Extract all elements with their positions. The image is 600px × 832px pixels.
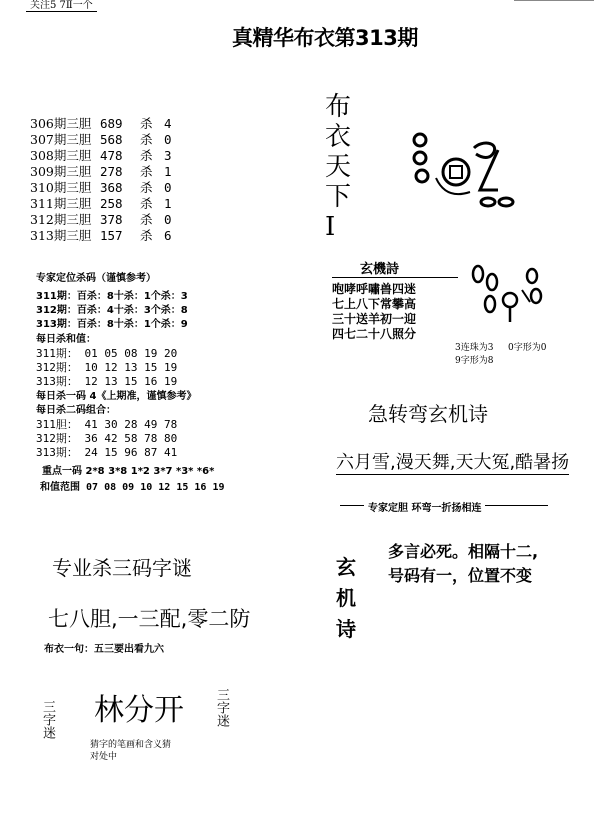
- history-kill-label: 杀: [140, 164, 153, 179]
- liuyue-line: 六月雪,漫天舞,天大冤,酷暑扬: [336, 448, 569, 475]
- expert-bar: 专家定胆 环弯一折扬相连: [364, 499, 485, 514]
- expert-section: [36, 272, 188, 332]
- daily-kill-sum-section: [36, 333, 177, 389]
- history-nums: 378: [100, 212, 123, 227]
- xuanji-note: 0字形为0: [508, 343, 547, 353]
- history-row: [30, 212, 172, 228]
- buyi-vertical-title: 布衣天下Ⅰ: [325, 92, 352, 242]
- history-row: [30, 228, 172, 244]
- history-kill-value: 1: [164, 164, 172, 179]
- word-riddle-main: 林分开: [94, 693, 184, 728]
- history-kill-label: 杀: [140, 148, 153, 163]
- jizhuan-title: 急转弯玄机诗: [368, 402, 488, 426]
- history-issue: 308期三胆: [30, 148, 92, 163]
- history-kill-value: 0: [164, 212, 172, 227]
- daily-two-heading: 每日杀二码组合：: [36, 405, 116, 416]
- history-row: [30, 164, 172, 180]
- daily-one-row: 313期： 24 15 96 87 41: [36, 446, 178, 459]
- history-nums: 157: [100, 228, 123, 243]
- history-row: [30, 180, 172, 196]
- history-kill-value: 3: [164, 148, 172, 163]
- history-nums: 368: [100, 180, 123, 195]
- expert-heading: 专家定位杀码（谨慎参考）: [36, 273, 156, 284]
- history-issue: 311期三胆: [30, 196, 92, 211]
- word-riddle-note: 对处中: [90, 752, 118, 762]
- xuanji-line: 三十送羊初一迎: [332, 312, 417, 326]
- history-row: [30, 196, 172, 212]
- history-nums: 568: [100, 132, 123, 147]
- xuanji-heading: 玄機詩: [332, 258, 458, 278]
- word-riddle-right: 三字迷: [214, 688, 229, 727]
- expert-row: 313期：百杀：8十杀：1个杀：9: [36, 319, 188, 330]
- xuanji-line: 七上八下常攀高: [332, 297, 417, 311]
- history-nums: 478: [100, 148, 123, 163]
- history-kill-label: 杀: [140, 212, 153, 227]
- history-issue: 306期三胆: [30, 116, 92, 131]
- word-riddle-note: 猜字的笔画和含义猜: [90, 740, 172, 750]
- history-row: [30, 116, 172, 132]
- daily-kill-sum-row: 312期： 10 12 13 15 19: [36, 361, 178, 374]
- riddle-line: 七八胆,一三配,零二防: [48, 607, 251, 631]
- daily-one-section: [36, 390, 196, 460]
- history-issue: 312期三胆: [30, 212, 92, 227]
- history-issue: 313期三胆: [30, 228, 92, 243]
- history-kill-value: 1: [164, 196, 172, 211]
- daily-kill-sum-row: 313期： 12 13 15 16 19: [36, 375, 178, 388]
- history-row: [30, 148, 172, 164]
- daily-one-heading: 每日杀一码 4《上期准，谨慎参考》: [36, 391, 197, 402]
- history-nums: 689: [100, 116, 123, 131]
- final-poem-line: 多言必死。相隔十二,: [388, 542, 539, 561]
- history-kill-value: 4: [164, 116, 172, 131]
- xuanji-line: 咆哮呼嘯兽四迷: [332, 282, 417, 296]
- xuanji-block: [332, 258, 458, 342]
- buyi-sentence: 布衣一句：五三要出看九六: [44, 644, 164, 655]
- final-poem-line: 号码有一，位置不变: [388, 566, 533, 585]
- history-row: [30, 132, 172, 148]
- history-kill-value: 0: [164, 132, 172, 147]
- xuanji-vertical: 玄机诗: [336, 555, 356, 641]
- symbol-graphic: [470, 262, 550, 324]
- history-kill-label: 杀: [140, 196, 153, 211]
- xuanji-note: 3连珠为3: [455, 343, 494, 353]
- history-kill-value: 0: [164, 180, 172, 195]
- daily-one-row: 311胆： 41 30 28 49 78: [36, 418, 178, 431]
- riddle-title: 专业杀三码字谜: [52, 556, 192, 580]
- sum-span: 和值范围 07 08 09 10 12 15 16 19: [40, 482, 225, 493]
- daily-one-row: 312期： 36 42 58 78 80: [36, 432, 178, 445]
- top-note: 关注5 7Ⅱ一个: [26, 0, 97, 12]
- history-issue: 307期三胆: [30, 132, 92, 147]
- history-kill-label: 杀: [140, 180, 153, 195]
- history-issue: 310期三胆: [30, 180, 92, 195]
- page-title: 真精华布衣第313期: [232, 26, 418, 50]
- daily-kill-sum-heading: 每日杀和值：: [36, 334, 96, 345]
- history-kill-value: 6: [164, 228, 172, 243]
- key-one-code: 重点一码 2*8 3*8 1*2 3*7 *3* *6*: [42, 466, 215, 477]
- daily-kill-sum-row: 311期： 01 05 08 19 20: [36, 347, 178, 360]
- word-riddle-left: 三字迷: [40, 700, 55, 739]
- expert-row: 312期：百杀：4十杀：3个杀：8: [36, 305, 188, 316]
- xuanji-line: 四七二十八照分: [332, 327, 417, 341]
- top-divider: [514, 0, 594, 3]
- history-issue: 309期三胆: [30, 164, 92, 179]
- xuanji-note: 9字形为8: [455, 356, 494, 366]
- expert-row: 311期：百杀：8十杀：1个杀：3: [36, 291, 188, 302]
- history-table: [30, 116, 172, 244]
- history-nums: 258: [100, 196, 123, 211]
- history-kill-label: 杀: [140, 132, 153, 147]
- history-nums: 278: [100, 164, 123, 179]
- final-poem: [388, 540, 538, 588]
- cards-graphic: [410, 130, 525, 210]
- history-kill-label: 杀: [140, 228, 153, 243]
- history-kill-label: 杀: [140, 116, 153, 131]
